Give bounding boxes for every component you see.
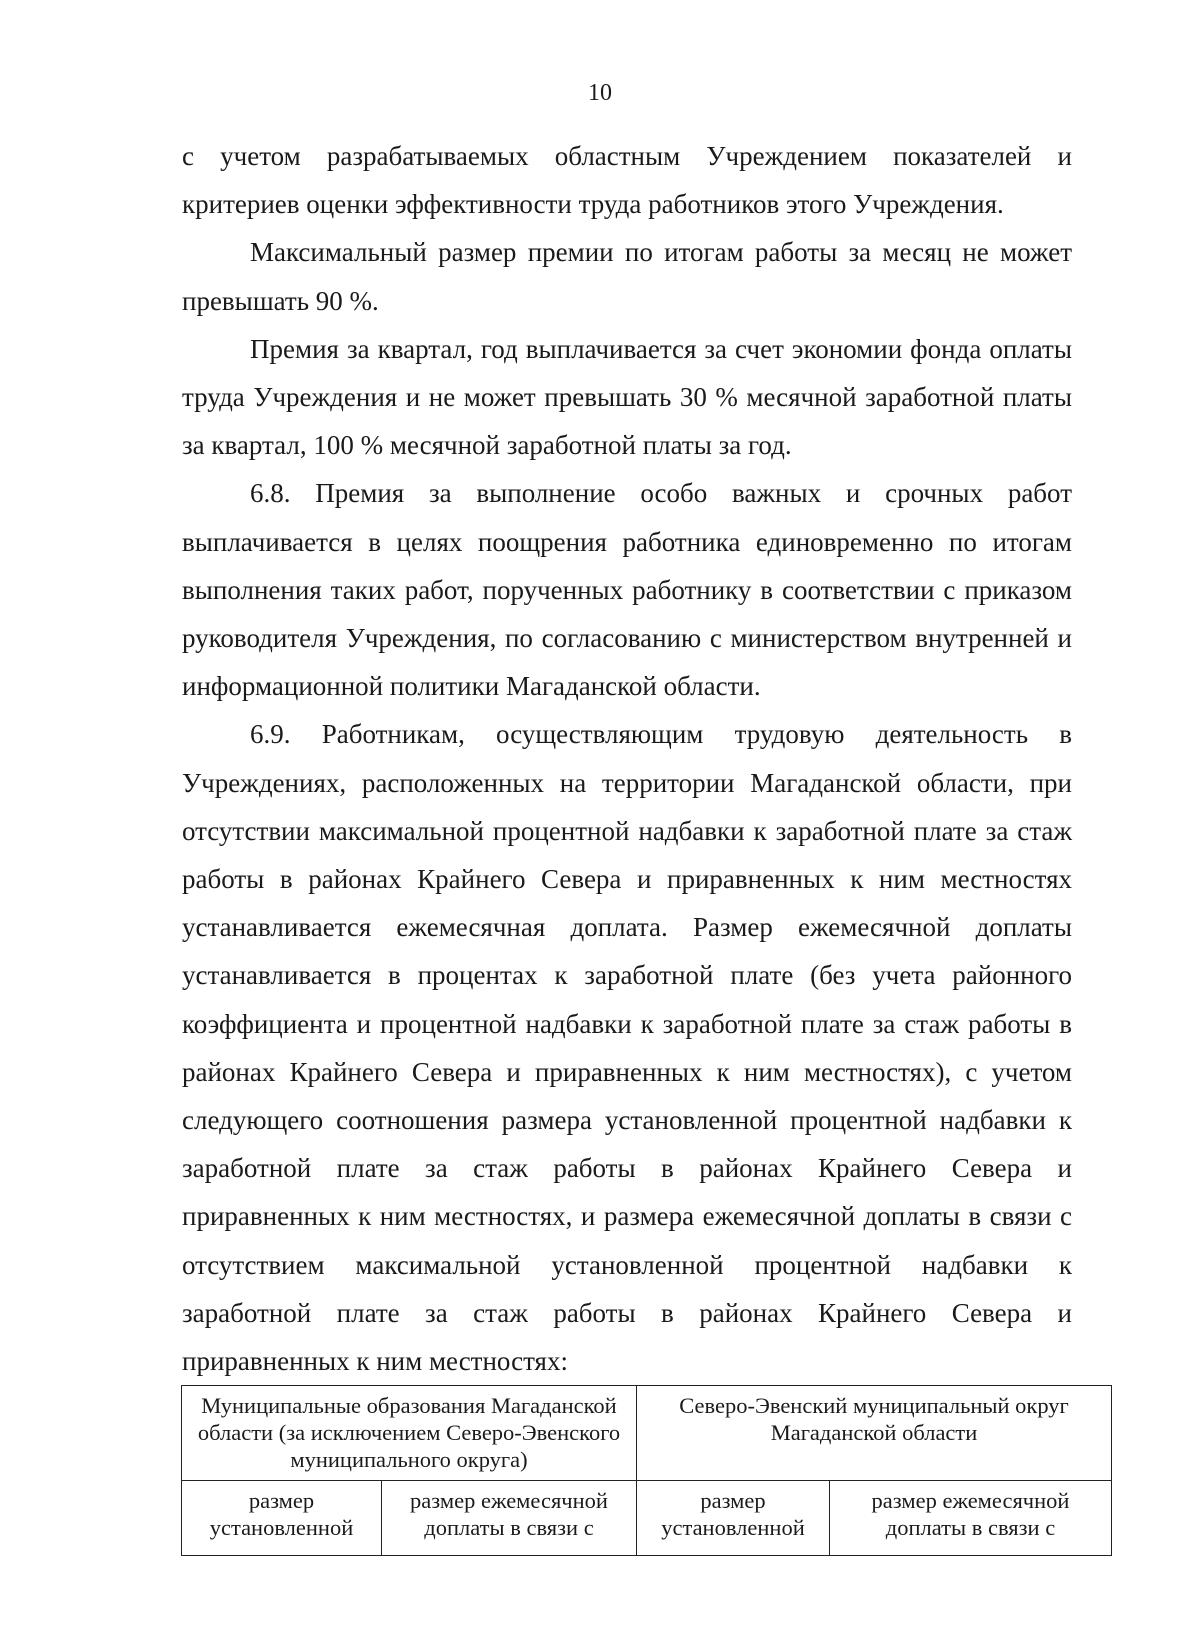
paragraph-6-9: 6.9. Работникам, осуществляющим трудовую деятельность в Учреждениях, расположенных на территории Магаданской области, при отсутствии максимальной процентной надбавки к заработной плате за стаж работы в районах Крайнего Севера и приравненных к ним местностях устанавливается ежемесячная доплата. Размер ежемесячной доплаты устанавливается в процентах к заработной плате (без учета районного коэффициента и процентной надбавки к заработной плате за стаж работы в районах Крайнего Севера и приравненных к ним местностях), с учетом следующего соотношения размера установленной процентной надбавки к заработной плате за стаж работы в районах Крайнего Севера и приравненных к ним местностях, и размера ежемесячной доплаты в связи с отсутствием максимальной установленной процентной надбавки к заработной плате за стаж работы в районах Крайнего Севера и приравненных к ним местностях: — [182, 719, 1072, 1377]
table-subheader-cell: размер установленной — [637, 1481, 830, 1556]
table-header-cell: Муниципальные образования Магаданской области (за исключением Северо-Эвенского муниципального округа) — [182, 1386, 637, 1481]
paragraph-1: с учетом разрабатываемых областным Учреждением показателей и критериев оценки эффективности труда работников этого Учреждения. — [182, 141, 1072, 220]
table-subheader-cell: размер установленной — [182, 1481, 382, 1556]
page-number: 10 — [588, 80, 612, 106]
table-header-row — [182, 1386, 1112, 1481]
paragraph-3: Премия за квартал, год выплачивается за счет экономии фонда оплаты труда Учреждения и не может превышать 30 % месячной заработной платы за квартал, 100 % месячной заработной платы за год. — [182, 333, 1072, 461]
paragraph-6-8: 6.8. Премия за выполнение особо важных и срочных работ выплачивается в целях поощрения работника единовременно по итогам выполнения таких работ, порученных работнику в соответствии с приказом руководителя Учреждения, по согласованию с министерством внутренней и информационной политики Магаданской области. — [182, 478, 1072, 702]
table-header-cell: Северо-Эвенский муниципальный округ Магаданской области — [637, 1386, 1112, 1481]
table-subheader-row — [182, 1481, 1112, 1556]
paragraph-2: Максимальный размер премии по итогам работы за месяц не может превышать 90 %. — [182, 237, 1072, 316]
document-body — [182, 132, 1072, 1385]
table-subheader-cell: размер ежемесячной доплаты в связи с — [830, 1481, 1112, 1556]
allowance-table — [181, 1385, 1111, 1556]
table-subheader-cell: размер ежемесячной доплаты в связи с — [382, 1481, 637, 1556]
